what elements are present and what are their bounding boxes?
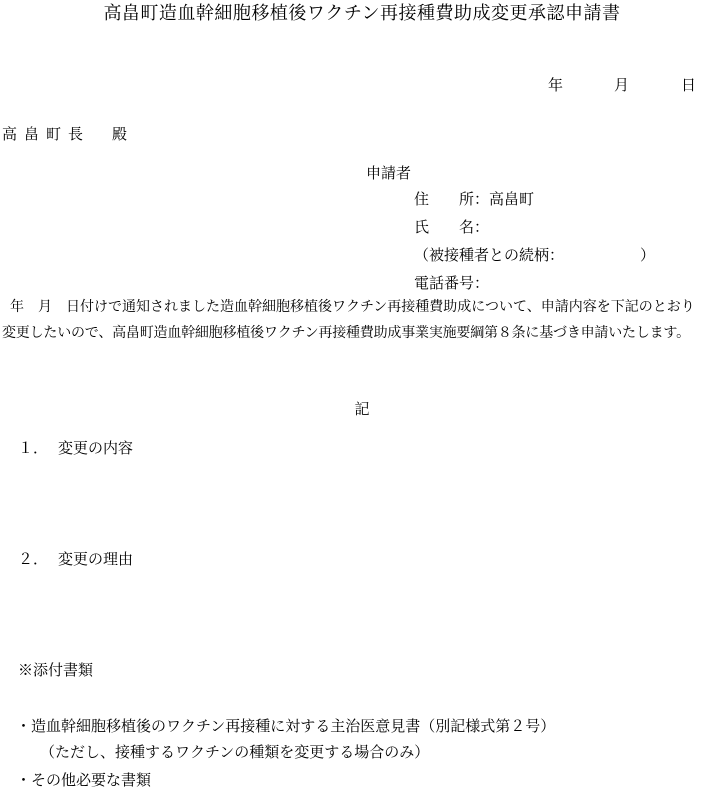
- item-number: １．: [18, 439, 49, 457]
- document-title: 高畠町造血幹細胞移植後ワクチン再接種費助成変更承認申請書: [103, 3, 621, 24]
- addressee: 高畠町長 殿: [2, 125, 135, 143]
- attachment-item-note: （ただし、接種するワクチンの種類を変更する場合のみ）: [40, 743, 430, 761]
- date-month-label: 月: [614, 76, 630, 94]
- body-text-line-2: 変更したいので、高畠町造血幹細胞移植後ワクチン再接種費助成事業実施要綱第８条に基づき申請いたします。: [2, 325, 690, 341]
- item-label: 変更の理由: [58, 550, 134, 568]
- date-year-label: 年: [548, 76, 564, 94]
- relation-close-paren: ）: [640, 246, 656, 264]
- ki-heading: 記: [354, 400, 370, 418]
- attachments-heading: ※添付書類: [18, 661, 94, 679]
- item-change-reason: [18, 552, 133, 567]
- attachment-item-doctor-opinion: ・造血幹細胞移植後のワクチン再接種に対する主治医意見書（別記様式第２号）: [16, 717, 556, 735]
- attachment-item-other: ・その他必要な書類: [16, 771, 152, 789]
- item-number: ２．: [18, 550, 49, 568]
- body-text-line-1: 年 月 日付けで通知されました造血幹細胞移植後ワクチン再接種費助成について、申請内容を下記のとおり: [10, 299, 695, 315]
- applicant-label: 申請者: [366, 164, 412, 182]
- applicant-address: 住 所：高畠町: [414, 190, 535, 208]
- item-change-content: [18, 441, 133, 456]
- item-label: 変更の内容: [58, 439, 134, 457]
- date-day-label: 日: [681, 76, 697, 94]
- applicant-phone: 電話番号：: [414, 274, 490, 292]
- applicant-name: 氏 名：: [414, 218, 490, 236]
- relation-label: （被接種者との続柄：: [414, 246, 565, 264]
